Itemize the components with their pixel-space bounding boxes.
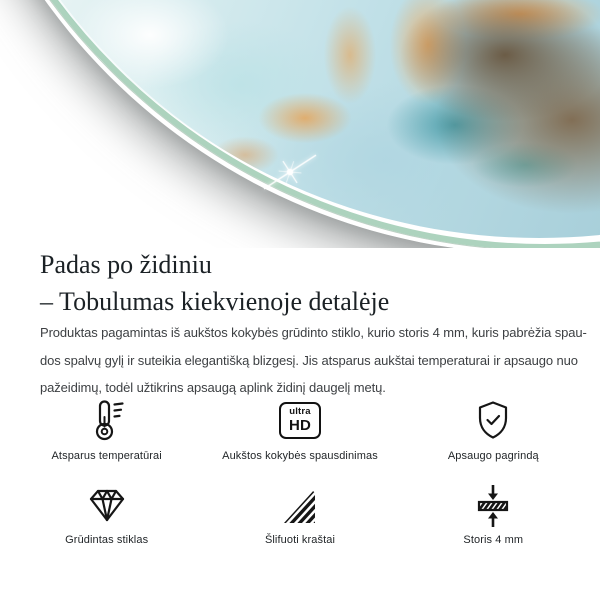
polished-edges-icon	[278, 481, 322, 528]
feature-label: Aukštos kokybės spausdinimas	[222, 450, 378, 462]
product-image	[0, 0, 600, 248]
diamond-icon	[85, 481, 129, 528]
description-line: pažeidimų, todėl užtikrins apsaugą aplink židinį daugelį metų.	[40, 380, 386, 395]
ultra-hd-badge-bottom: HD	[288, 416, 312, 434]
description-line: Produktas pagamintas iš aukštos kokybės grūdinto stiklo, kurio storis 4 mm, kuris pabrėžia spau-	[40, 325, 587, 340]
feature-protects-base	[397, 397, 590, 462]
shield-check-icon	[471, 397, 515, 444]
feature-polished-edges	[203, 481, 396, 546]
feature-label: Apsaugo pagrindą	[447, 450, 539, 462]
page-title	[40, 246, 560, 320]
feature-label: Atsparus temperatūrai	[51, 450, 162, 462]
thermometer-icon	[85, 397, 129, 444]
feature-label: Storis 4 mm	[463, 534, 524, 546]
product-description	[40, 319, 587, 402]
feature-grid	[10, 397, 590, 546]
glass-beveled-edge	[0, 0, 600, 248]
page-title-line1: Padas po židiniu	[40, 250, 212, 280]
ultra-hd-badge-top: ultra	[289, 406, 311, 418]
ultra-hd-icon	[279, 397, 321, 444]
thickness-compress-icon	[471, 481, 515, 528]
feature-label: Grūdintas stiklas	[65, 534, 149, 546]
feature-print-quality	[203, 397, 396, 462]
feature-thickness	[397, 481, 590, 546]
feature-label: Šlifuoti kraštai	[264, 534, 336, 546]
page-title-line2: – Tobulumas kiekvienoje detalėje	[40, 287, 390, 317]
feature-tempered-glass	[10, 481, 203, 546]
description-line: dos spalvų gylį ir suteikia elegantišką blizgesį. Jis atsparus aukštai temperaturai ir apsaugo nuo	[40, 352, 578, 368]
feature-heat-resistant	[10, 397, 203, 462]
